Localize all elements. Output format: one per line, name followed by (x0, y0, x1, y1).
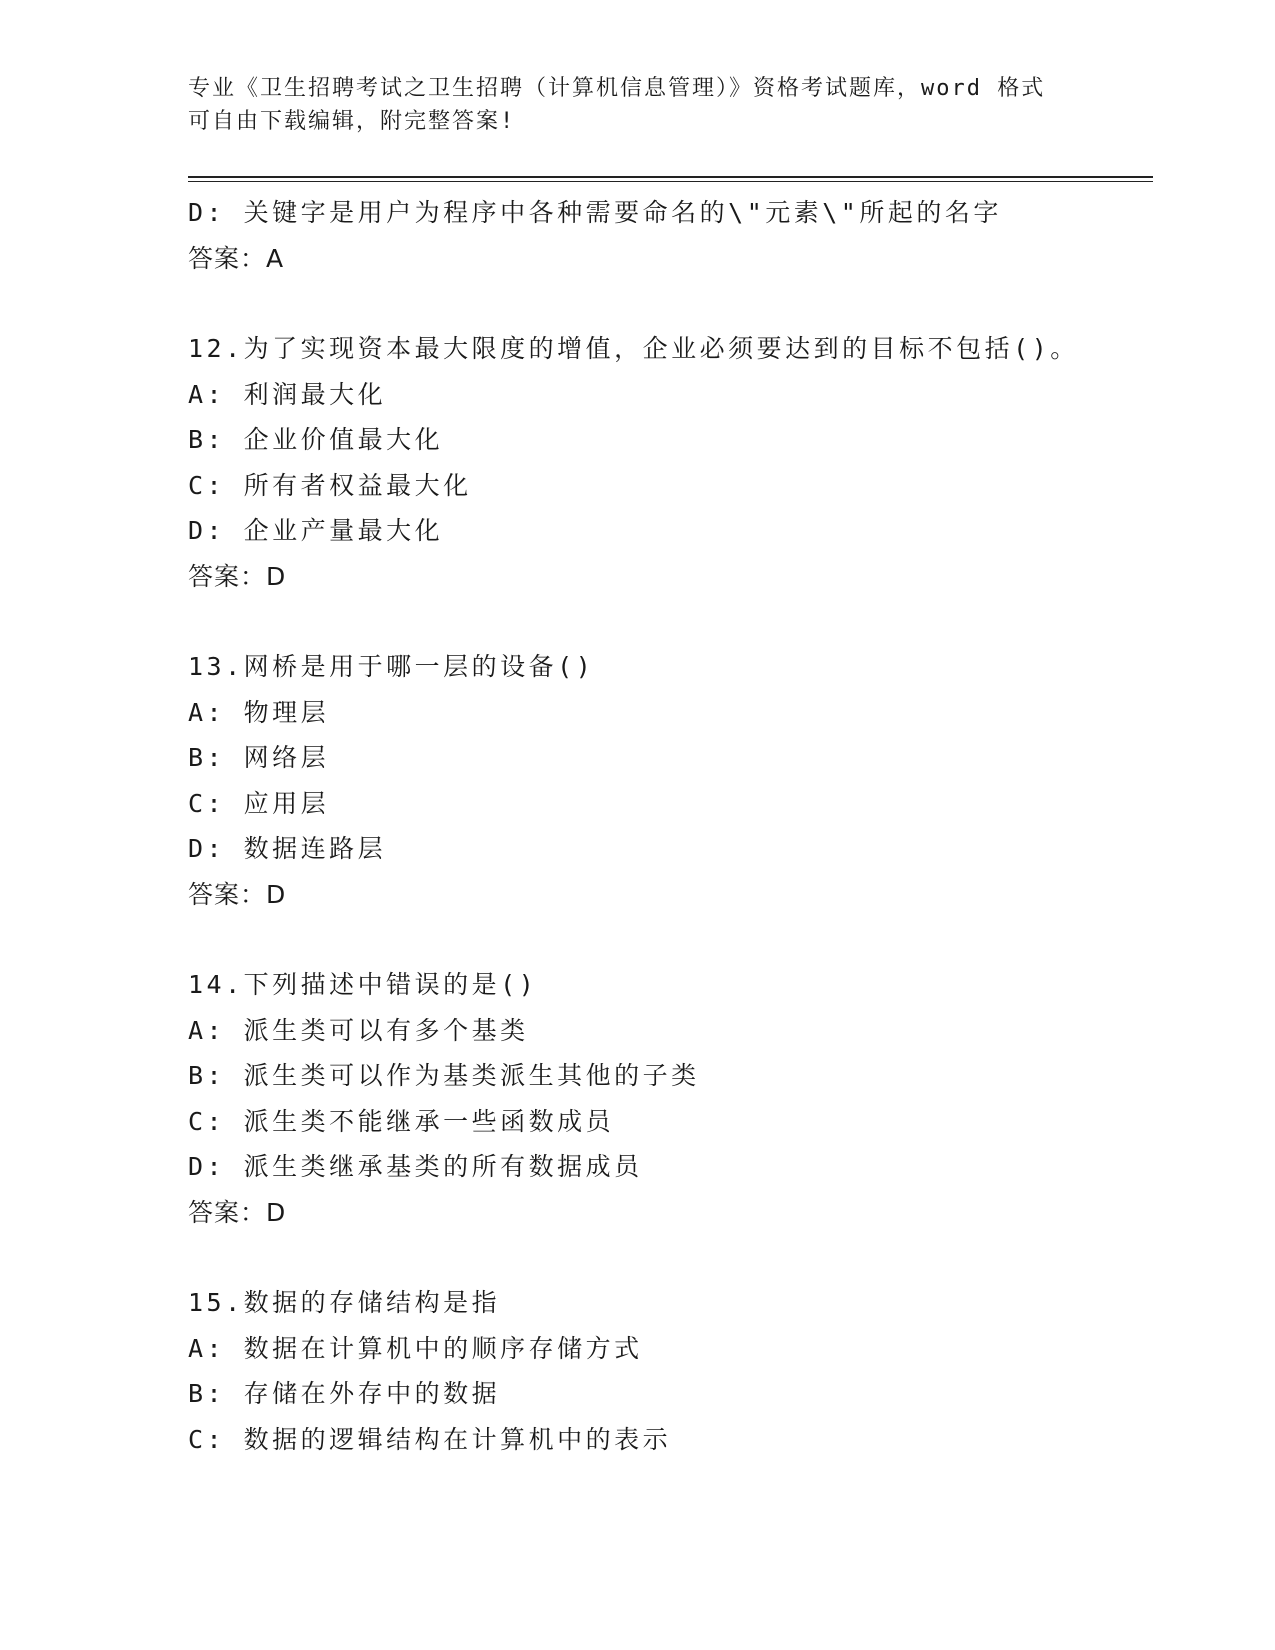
option-a: A: 数据在计算机中的顺序存储方式 (188, 1333, 643, 1363)
question-list (188, 190, 1148, 1462)
answer: 答案：A (188, 243, 285, 273)
option-d: D: 派生类继承基类的所有数据成员 (188, 1152, 643, 1181)
header-line-2: 可自由下载编辑，附完整答案! (188, 109, 516, 134)
option-d: D: 关键字是用户为程序中各种需要命名的\"元素\"所起的名字 (188, 198, 1002, 227)
option-c: C: 数据的逻辑结构在计算机中的表示 (188, 1424, 672, 1454)
option-a: A: 利润最大化 (188, 379, 387, 409)
answer: 答案：D (188, 879, 287, 909)
question-15 (188, 1280, 1148, 1462)
header-divider (188, 176, 1153, 182)
option-b: B: 派生类可以作为基类派生其他的子类 (188, 1061, 700, 1090)
document-page (188, 72, 1148, 1462)
question-stem: 14.下列描述中错误的是() (188, 970, 538, 999)
option-c: C: 所有者权益最大化 (188, 470, 472, 500)
question-12 (188, 326, 1148, 599)
option-b: B: 网络层 (188, 743, 330, 772)
answer: 答案：D (188, 561, 287, 591)
option-a: A: 物理层 (188, 697, 330, 727)
question-11-tail (188, 190, 1148, 281)
question-stem: 12.为了实现资本最大限度的增值，企业必须要达到的目标不包括()。 (188, 334, 1079, 363)
question-stem: 13.网桥是用于哪一层的设备() (188, 652, 595, 681)
option-d: D: 数据连路层 (188, 834, 387, 863)
option-c: C: 应用层 (188, 788, 330, 818)
answer: 答案：D (188, 1197, 287, 1227)
header-line-1: 专业《卫生招聘考试之卫生招聘（计算机信息管理）》资格考试题库，word 格式 (188, 76, 1046, 101)
question-13 (188, 644, 1148, 917)
question-14 (188, 962, 1148, 1235)
option-b: B: 企业价值最大化 (188, 425, 444, 454)
option-a: A: 派生类可以有多个基类 (188, 1015, 529, 1045)
option-c: C: 派生类不能继承一些函数成员 (188, 1106, 615, 1136)
question-stem: 15.数据的存储结构是指 (188, 1288, 501, 1317)
option-b: B: 存储在外存中的数据 (188, 1379, 501, 1408)
document-header (188, 72, 1148, 138)
option-d: D: 企业产量最大化 (188, 516, 444, 545)
